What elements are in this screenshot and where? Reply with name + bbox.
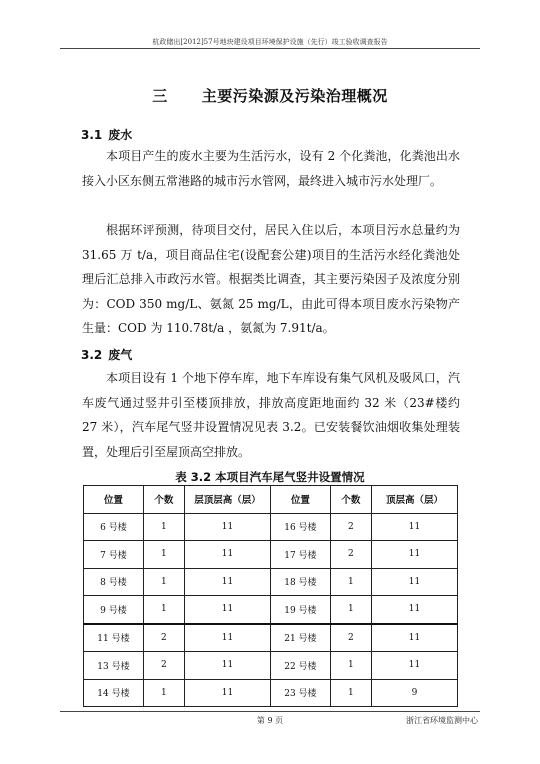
table-cell: 11 [371,541,457,569]
table-cell: 1 [143,596,184,624]
table-cell: 1 [143,513,184,541]
section-heading-exhaust [81,346,132,363]
footer-rule [60,711,480,712]
table-cell: 14 号楼 [84,679,144,707]
table-header-row [84,486,458,514]
table-row [84,679,458,707]
table-cell: 1 [330,652,371,680]
table-cell: 11 [371,652,457,680]
column-header: 层顶层高（层） [184,486,270,514]
table-cell: 1 [143,541,184,569]
table-cell: 2 [330,513,371,541]
section-heading-wastewater [81,126,132,143]
chapter-title [60,85,480,106]
table-cell: 8 号楼 [84,568,144,596]
shaft-table [83,485,458,707]
table-cell: 1 [143,568,184,596]
paragraph: 本项目产生的废水主要为生活污水，设有 2 个化粪池，化粪池出水接入小区东侧五常港路的城市污水管网，最终进入城市污水处理厂。 [82,149,460,188]
section-title: 废水 [108,128,133,142]
paragraph: 本项目设有 1 个地下停车库，地下车库设有集气风机及吸风口，汽车废气通过竖井引至楼顶排放，排放高度距地面约 32 米（23#楼约 27 米），汽车尾气竖井设置情况见表 3.2。已安装餐饮油烟收集处理装置，处理后引至屋顶高空排放。 [82,371,460,459]
page-header: 杭政储出[2012]57号地块建设项目环境保护设施（先行）竣工验收调查报告 [152,38,388,46]
table-row [84,513,458,541]
table-cell: 1 [143,679,184,707]
table-cell: 23 号楼 [270,679,330,707]
table-row [84,624,458,652]
table-cell: 1 [330,568,371,596]
section-number: 3.2 [81,348,103,362]
table-cell: 9 号楼 [84,596,144,624]
table-cell: 2 [330,541,371,569]
table-row [84,568,458,596]
table-row [84,596,458,624]
paragraph: 根据环评预测，待项目交付，居民入住以后，本项目污水总量约为 31.65 万 t/a，项目商品住宅(设配套公建)项目的生活污水经化粪池处理后汇总排入市政污水管。根据类比调查，其主要污染因子及浓度分别为：COD 350 mg/L、氨氮 25 mg/L，由此可得本项目废水污染物产生量：COD 为 110.78t/a ，氨氮为 7.91t/a。 [82,223,460,336]
table-cell: 11 [184,679,270,707]
column-header: 位置 [84,486,144,514]
table-cell: 11 [371,596,457,624]
column-header: 个数 [330,486,371,514]
table-caption: 表 3.2 本项目汽车尾气竖井设置情况 [175,470,365,484]
table-row [84,652,458,680]
table-row [84,541,458,569]
section-number: 3.1 [81,128,103,142]
table-cell: 1 [330,679,371,707]
table-cell: 11 [371,568,457,596]
table-cell: 16 号楼 [270,513,330,541]
table-cell: 11 [184,541,270,569]
table-cell: 7 号楼 [84,541,144,569]
table-cell: 9 [371,679,457,707]
table-cell: 13 号楼 [84,652,144,680]
table-cell: 11 [371,624,457,652]
table-cell: 11 号楼 [84,624,144,652]
table-cell: 18 号楼 [270,568,330,596]
organization-name: 浙江省环境监测中心 [406,716,478,725]
table-cell: 21 号楼 [270,624,330,652]
table-cell: 11 [184,568,270,596]
table-cell: 6 号楼 [84,513,144,541]
table-cell: 17 号楼 [270,541,330,569]
table-cell: 11 [184,652,270,680]
table-cell: 11 [184,513,270,541]
table-cell: 11 [371,513,457,541]
table-cell: 2 [330,624,371,652]
table-cell: 11 [184,596,270,624]
table-cell: 22 号楼 [270,652,330,680]
table-cell: 2 [143,624,184,652]
column-header: 顶层高（层） [371,486,457,514]
column-header: 个数 [143,486,184,514]
header-rule [60,48,480,49]
page-number: 第 9 页 [256,716,284,725]
column-header: 位置 [270,486,330,514]
table-cell: 2 [143,652,184,680]
chapter-title-text: 主要污染源及污染治理概况 [201,87,388,105]
table-cell: 19 号楼 [270,596,330,624]
chapter-number: 三 [152,87,168,105]
table-cell: 11 [184,624,270,652]
section-title: 废气 [108,348,133,362]
table-cell: 1 [330,596,371,624]
